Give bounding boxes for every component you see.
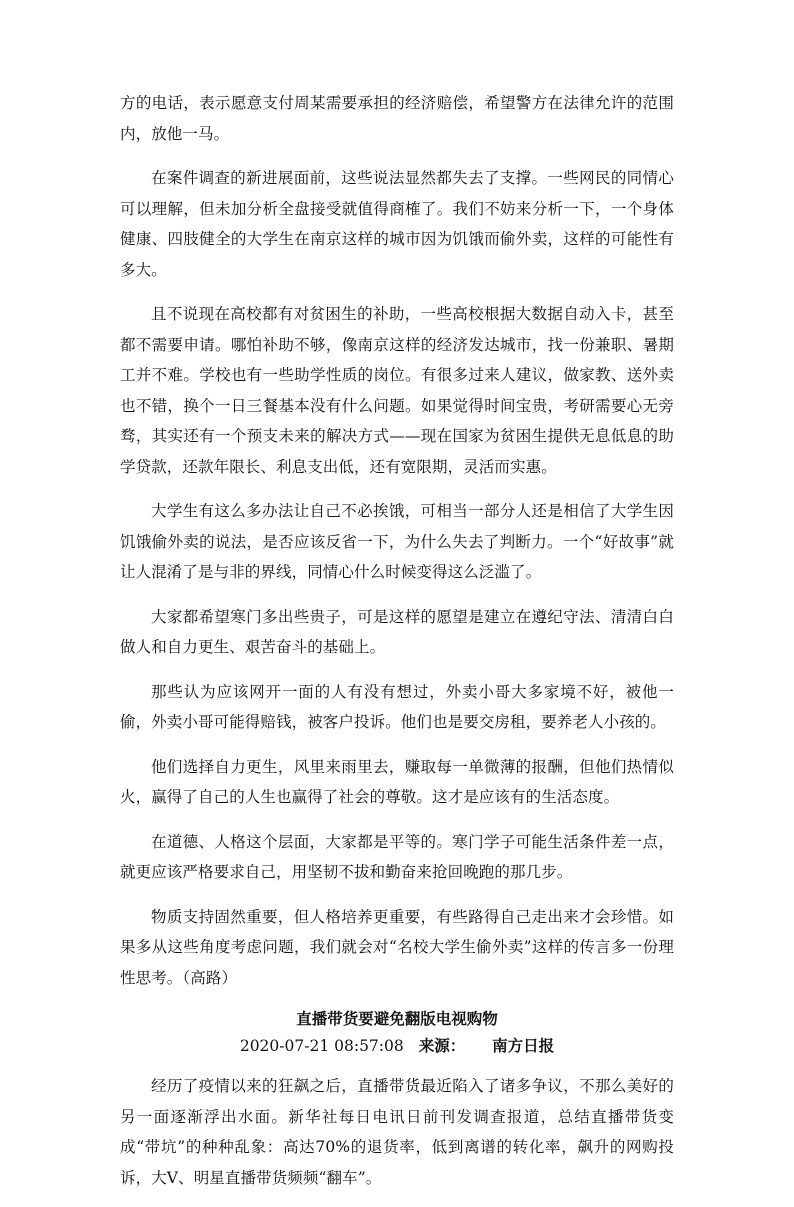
paragraph: 且不说现在高校都有对贫困生的补助，一些高校根据大数据自动入卡，甚至都不需要申请。哪怕补助不够，像南京这样的经济发达城市，找一份兼职、暑期工并不难。学校也有一些助学性质的岗位。有很多过来人建议，做家教、送外卖也不错，换个一日三餐基本没有什么问题。如果觉得时间宝贵，考研需要心无旁骛，其实还有一个预支未来的解决方式——现在国家为贫困生提供无息低息的助学贷款，还款年限长、利息支出低，还有宽限期，灵活而实惠。	[120, 305, 674, 476]
article-source: 南方日报	[492, 1036, 555, 1055]
article-datetime: 2020-07-21 08:57:08	[239, 1037, 404, 1055]
paragraph: 物质支持固然重要，但人格培养更重要，有些路得自己走出来才会珍惜。如果多从这些角度考虑问题，我们就会对“名校大学生偷外卖”这样的传言多一份理性思考。（高路）	[120, 907, 674, 987]
paragraph: 大学生有这么多办法让自己不必挨饿，可相当一部分人还是相信了大学生因饥饿偷外卖的说法，是否应该反省一下，为什么失去了判断力。一个“好故事”就让人混淆了是与非的界线，同情心什么时候变得这么泛滥了。	[120, 502, 674, 581]
next-article	[120, 1007, 674, 1193]
article-title: 直播带货要避免翻版电视购物	[296, 1009, 498, 1028]
previous-article-body	[120, 88, 674, 993]
paragraph: 他们选择自力更生，风里来雨里去，赚取每一单微薄的报酬，但他们热情似火，赢得了自己的人生也赢得了社会的尊敬。这才是应该有的生活态度。	[120, 757, 674, 806]
document-page	[120, 88, 674, 1207]
paragraph: 经历了疫情以来的狂飙之后，直播带货最近陷入了诸多争议，不那么美好的另一面逐渐浮出水面。新华社每日电讯日前刊发调查报道，总结直播带货变成“带坑”的种种乱象：高达70%的退货率，低到离谱的转化率，飙升的网购投诉，大V、明星直播带货频频“翻车”。	[120, 1077, 674, 1187]
paragraph: 在案件调查的新进展面前，这些说法显然都失去了支撑。一些网民的同情心可以理解，但未加分析全盘接受就值得商榷了。我们不妨来分析一下，一个身体健康、四肢健全的大学生在南京这样的城市因为饥饿而偷外卖，这样的可能性有多大。	[120, 169, 674, 279]
article-meta	[120, 1033, 674, 1059]
paragraph: 大家都希望寒门多出些贵子，可是这样的愿望是建立在遵纪守法、清清白白做人和自力更生、艰苦奋斗的基础上。	[120, 607, 674, 656]
paragraph: 那些认为应该网开一面的人有没有想过，外卖小哥大多家境不好，被他一偷，外卖小哥可能得赔钱，被客户投诉。他们也是要交房租，要养老人小孩的。	[120, 682, 674, 731]
paragraph: 在道德、人格这个层面，大家都是平等的。寒门学子可能生活条件差一点，就更应该严格要求自己，用坚韧不拔和勤奋来抢回晚跑的那几步。	[120, 832, 674, 881]
paragraph: 方的电话，表示愿意支付周某需要承担的经济赔偿，希望警方在法律允许的范围内，放他一马。	[120, 94, 674, 143]
source-label: 来源：	[418, 1036, 466, 1055]
